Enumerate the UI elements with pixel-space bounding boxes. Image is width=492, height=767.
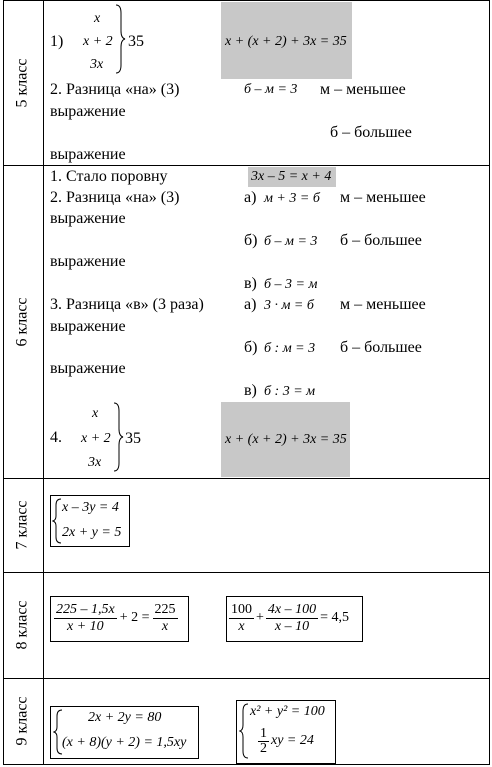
option-label: б) <box>244 232 258 249</box>
difference-item: 2. Разница «на» (3) <box>50 81 180 98</box>
table-border-right <box>489 0 490 765</box>
fractional-equation: $\frac{225 - 1,5x}{x + 10}$ + 2 = $\frac{225}{x}$ <box>56 601 176 634</box>
item-number: 1) <box>50 33 64 50</box>
difference-item: 2. Разница «на» (3) <box>50 189 180 206</box>
system-line-x: x <box>94 11 101 26</box>
option-label: в) <box>244 382 257 399</box>
option-label: а) <box>244 296 257 313</box>
row-label-grade-6: 6 класс <box>14 296 31 347</box>
expression-word: выражение <box>50 253 126 270</box>
system-line: x – 3y = 4 <box>62 500 119 515</box>
difference-equation: б – м = 3 <box>244 82 298 97</box>
expression-word: выражение <box>50 318 126 335</box>
row-divider <box>3 478 490 479</box>
system-total: 35 <box>128 33 144 50</box>
system-line: 2x + y = 5 <box>62 525 122 540</box>
system-line-3x: 3x <box>90 57 104 72</box>
fraction: $\frac{4x - 100}{x - 10}$ <box>267 601 317 634</box>
smaller-note: м – меньшее <box>320 81 406 98</box>
system-line-x-plus-2: x + 2 <box>83 34 113 49</box>
item-number: 4. <box>50 429 62 446</box>
row-divider <box>3 678 490 679</box>
left-brace <box>239 703 249 759</box>
fraction: $\frac{100}{x}$ <box>231 601 252 634</box>
system-line-x-plus-2: x + 2 <box>81 431 111 446</box>
larger-note: б – большее <box>340 339 422 356</box>
system-line: $\frac{1}{2}$ xy = 24 <box>260 725 314 756</box>
left-brace <box>52 498 62 544</box>
system-line-3x: 3x <box>88 455 102 470</box>
option-equation: б : м = 3 <box>264 341 316 356</box>
row-divider <box>3 572 490 573</box>
larger-note: б – большее <box>330 124 412 141</box>
item-equal: 1. Стало поровну <box>50 168 168 185</box>
system-line: 2x + 2y = 80 <box>88 710 162 725</box>
fraction: $\frac{1}{2}$ <box>260 725 267 756</box>
expression-word: выражение <box>50 360 126 377</box>
equation: x + (x + 2) + 3x = 35 <box>225 34 347 49</box>
option-equation: б – м = 3 <box>264 234 318 249</box>
smaller-note: м – меньшее <box>340 189 426 206</box>
row-label-grade-7: 7 класс <box>14 500 31 550</box>
system-line-x: x <box>92 406 99 421</box>
system-line: (x + 8)(y + 2) = 1,5xy <box>62 735 187 750</box>
expression-word: выражение <box>50 210 126 227</box>
table-border-top <box>3 0 490 1</box>
larger-note: б – большее <box>340 232 422 249</box>
option-label: б) <box>244 339 258 356</box>
option-equation: б : 3 = м <box>264 384 316 399</box>
row-divider <box>3 165 490 166</box>
right-brace <box>112 401 124 473</box>
ratio-item: 3. Разница «в» (3 раза) <box>50 296 204 313</box>
row-label-grade-8: 8 класс <box>14 600 31 650</box>
right-brace <box>114 3 126 75</box>
option-label: а) <box>244 189 257 206</box>
option-equation: б – 3 = м <box>264 277 318 292</box>
equation: 3x – 5 = x + 4 <box>251 169 332 184</box>
system-total: 35 <box>125 430 141 447</box>
fraction: $\frac{225}{x}$ <box>154 601 176 634</box>
row-label-grade-5: 5 класс <box>14 57 31 108</box>
expression-word: выражение <box>50 146 126 163</box>
table-border-bottom <box>3 764 490 765</box>
option-equation: м + 3 = б <box>264 191 320 206</box>
expression-word: выражение <box>50 103 126 120</box>
fraction: $\frac{225 - 1,5x}{x + 10}$ <box>56 601 115 634</box>
column-divider <box>43 0 44 765</box>
option-equation: 3 · м = б <box>264 298 314 313</box>
fractional-equation: $\frac{100}{x}$ + $\frac{4x - 100}{x - 10}$ = 4,5 <box>231 601 350 634</box>
row-label-grade-9: 9 класс <box>14 696 31 746</box>
option-label: в) <box>244 275 257 292</box>
smaller-note: м – меньшее <box>340 296 426 313</box>
equation: x + (x + 2) + 3x = 35 <box>225 432 347 447</box>
system-line: x² + y² = 100 <box>250 704 325 719</box>
